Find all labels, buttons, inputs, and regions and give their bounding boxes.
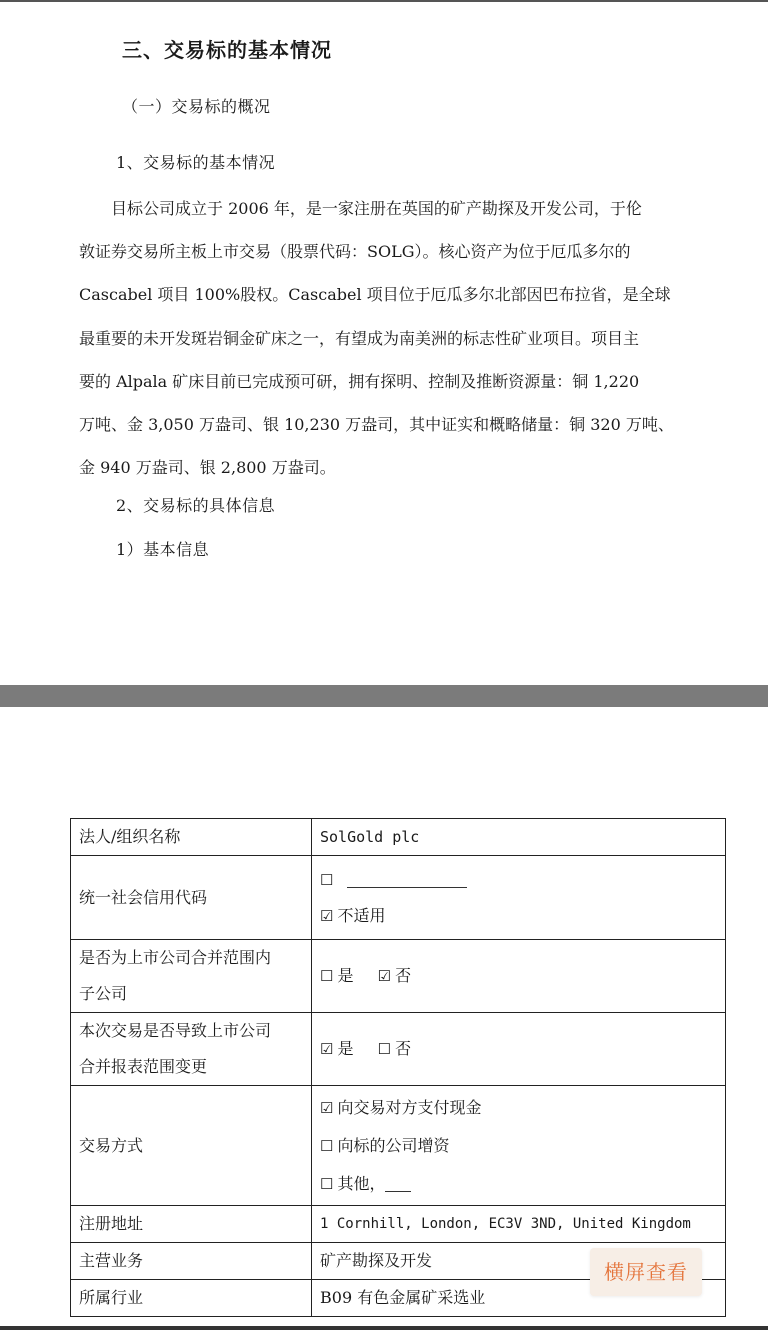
page-divider-bar — [0, 685, 768, 707]
checkbox: ☐ — [377, 1040, 392, 1058]
checkbox: ☑ — [320, 906, 334, 925]
method-option-other: ☐ 其他， — [320, 1165, 717, 1203]
row-label: 统一社会信用代码 — [71, 856, 312, 940]
paragraph-line: 敦证券交易所主板上市交易（股票代码：SOLG）。核心资产为位于厄瓜多尔的 — [79, 242, 631, 262]
overview-paragraph — [79, 187, 719, 489]
blank-field — [347, 873, 467, 888]
paragraph-line: 要的 Alpala 矿床目前已完成预可研，拥有探明、控制及推断资源量：铜 1,220 — [79, 371, 640, 391]
item-heading-basic-info: 1）基本信息 — [116, 540, 210, 559]
paragraph-line: Cascabel 项目 100%股权。Cascabel 项目位于厄瓜多尔北部因巴布拉省，是全球 — [79, 285, 671, 305]
checkbox: ☐ — [320, 1174, 334, 1193]
paragraph-line: 最重要的未开发斑岩铜金矿床之一，有望成为南美洲的标志性矿业项目。项目主 — [79, 328, 640, 348]
row-label: 注册地址 — [71, 1206, 312, 1243]
paragraph-line: 目标公司成立于 2006 年，是一家注册在英国的矿产勘探及开发公司，于伦 — [79, 199, 642, 218]
method-option-cash: ☑ 向交易对方支付现金 — [320, 1089, 717, 1127]
not-applicable-option: ☑ 不适用 — [320, 898, 717, 934]
checkbox: ☐ — [320, 1136, 334, 1155]
landscape-view-button[interactable]: 横屏查看 — [590, 1248, 702, 1296]
row-value: B09 有色金属矿采选业 — [312, 1280, 726, 1317]
row-value: 矿产勘探及开发 — [312, 1243, 726, 1280]
checkbox: ☑ — [377, 967, 392, 985]
checkbox: ☐ — [320, 870, 334, 889]
credit-code-option — [320, 862, 717, 898]
row-label: 主营业务 — [71, 1243, 312, 1280]
row-label: 是否为上市公司合并范围内 — [79, 948, 272, 967]
row-value: 1 Cornhill, London, EC3V 3ND, United Kingdom — [312, 1206, 726, 1243]
item-heading-basic: 1、交易标的基本情况 — [116, 153, 276, 172]
item-heading-detail: 2、交易标的具体信息 — [116, 496, 276, 515]
basic-info-table — [70, 818, 726, 1317]
row-value: SolGold plc — [312, 819, 726, 856]
row-label: 所属行业 — [71, 1280, 312, 1317]
row-label: 合并报表范围变更 — [79, 1057, 208, 1076]
section-heading: 三、交易标的基本情况 — [122, 38, 332, 62]
method-option-capital: ☐ 向标的公司增资 — [320, 1127, 717, 1165]
table-row: 本次交易是否导致上市公司 合并报表范围变更 ☑ 是 ☐ 否 — [71, 1013, 726, 1086]
page-bottom-edge — [0, 1326, 768, 1330]
page-top-edge — [0, 0, 768, 2]
checkbox: ☑ — [320, 1098, 334, 1117]
checkbox: ☑ — [320, 1040, 334, 1058]
subsection-heading: （一）交易标的概况 — [122, 97, 271, 116]
blank-field — [385, 1177, 411, 1192]
table-row — [71, 1086, 726, 1206]
row-label: 本次交易是否导致上市公司 — [79, 1021, 272, 1040]
row-label: 法人/组织名称 — [71, 819, 312, 856]
row-label: 交易方式 — [71, 1086, 312, 1206]
table-row — [71, 856, 726, 940]
table-row: 是否为上市公司合并范围内 子公司 ☐ 是 ☑ 否 — [71, 940, 726, 1013]
checkbox: ☐ — [320, 967, 334, 985]
paragraph-line: 金 940 万盎司、银 2,800 万盎司。 — [79, 458, 336, 478]
paragraph-line: 万吨、金 3,050 万盎司、银 10,230 万盎司，其中证实和概略储量：铜 320 万吨、 — [79, 414, 674, 434]
table-row — [71, 819, 726, 856]
row-label: 子公司 — [79, 984, 128, 1003]
table-row — [71, 1206, 726, 1243]
